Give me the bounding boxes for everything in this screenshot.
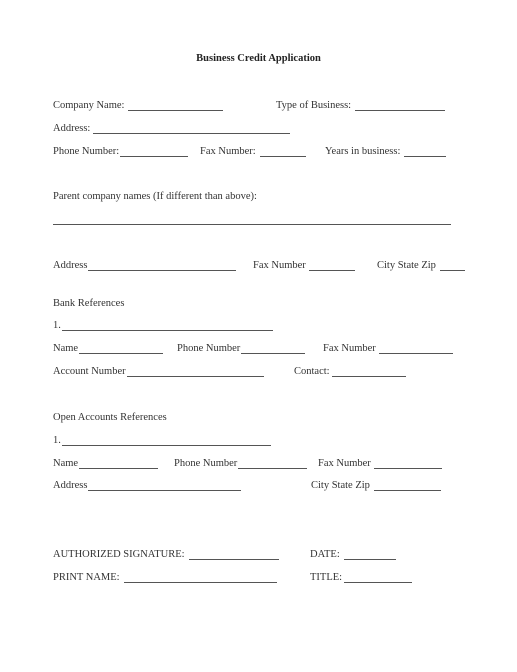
address-field[interactable] [93, 133, 290, 134]
open-item-number: 1. [53, 435, 61, 446]
years-in-business-label: Years in business: [325, 146, 401, 157]
parent-company-field[interactable] [53, 224, 451, 225]
open-accounts-heading: Open Accounts References [53, 412, 167, 423]
company-name-label: Company Name: [53, 100, 125, 111]
title-label: TITLE: [310, 572, 343, 583]
bank-name-label: Name [53, 343, 79, 354]
fax-number-field[interactable] [260, 156, 306, 157]
type-of-business-label: Type of Business: [276, 100, 352, 111]
print-name-label: PRINT NAME: [53, 572, 120, 583]
date-field[interactable] [344, 559, 396, 560]
address-label: Address: [53, 123, 91, 134]
open-address-label: Address [53, 480, 88, 491]
phone-number-field[interactable] [120, 156, 188, 157]
form-title: Business Credit Application [196, 53, 321, 64]
open-name-field[interactable] [79, 468, 158, 469]
years-in-business-field[interactable] [404, 156, 446, 157]
parent-address-field[interactable] [88, 270, 236, 271]
open-phone-label: Phone Number [174, 458, 238, 469]
phone-number-label: Phone Number: [53, 146, 120, 157]
date-label: DATE: [310, 549, 340, 560]
bank-account-field[interactable] [127, 376, 264, 377]
parent-city-label: City State Zip [377, 260, 436, 271]
print-name-field[interactable] [124, 582, 277, 583]
bank-account-label: Account Number [53, 366, 126, 377]
bank-name-field[interactable] [79, 353, 163, 354]
bank-contact-field[interactable] [332, 376, 406, 377]
open-city-label: City State Zip [311, 480, 370, 491]
open-phone-field[interactable] [238, 468, 307, 469]
parent-city-field[interactable] [440, 270, 465, 271]
company-name-field[interactable] [128, 110, 223, 111]
fax-number-label: Fax Number: [200, 146, 256, 157]
authorized-signature-field[interactable] [189, 559, 279, 560]
bank-contact-label: Contact: [294, 366, 330, 377]
parent-company-label: Parent company names (If different than above): [53, 191, 257, 202]
open-reference-field[interactable] [62, 445, 271, 446]
open-address-field[interactable] [88, 490, 241, 491]
parent-fax-label: Fax Number [253, 260, 306, 271]
bank-item-number: 1. [53, 320, 61, 331]
bank-phone-field[interactable] [241, 353, 305, 354]
open-city-field[interactable] [374, 490, 441, 491]
bank-phone-label: Phone Number [177, 343, 241, 354]
bank-fax-field[interactable] [379, 353, 453, 354]
bank-fax-label: Fax Number [323, 343, 376, 354]
open-fax-field[interactable] [374, 468, 442, 469]
open-fax-label: Fax Number [318, 458, 371, 469]
title-field[interactable] [344, 582, 412, 583]
parent-address-label: Address [53, 260, 88, 271]
bank-references-heading: Bank References [53, 298, 125, 309]
authorized-signature-label: AUTHORIZED SIGNATURE: [53, 549, 185, 560]
type-of-business-field[interactable] [355, 110, 445, 111]
open-name-label: Name [53, 458, 79, 469]
parent-fax-field[interactable] [309, 270, 355, 271]
bank-reference-field[interactable] [62, 330, 273, 331]
